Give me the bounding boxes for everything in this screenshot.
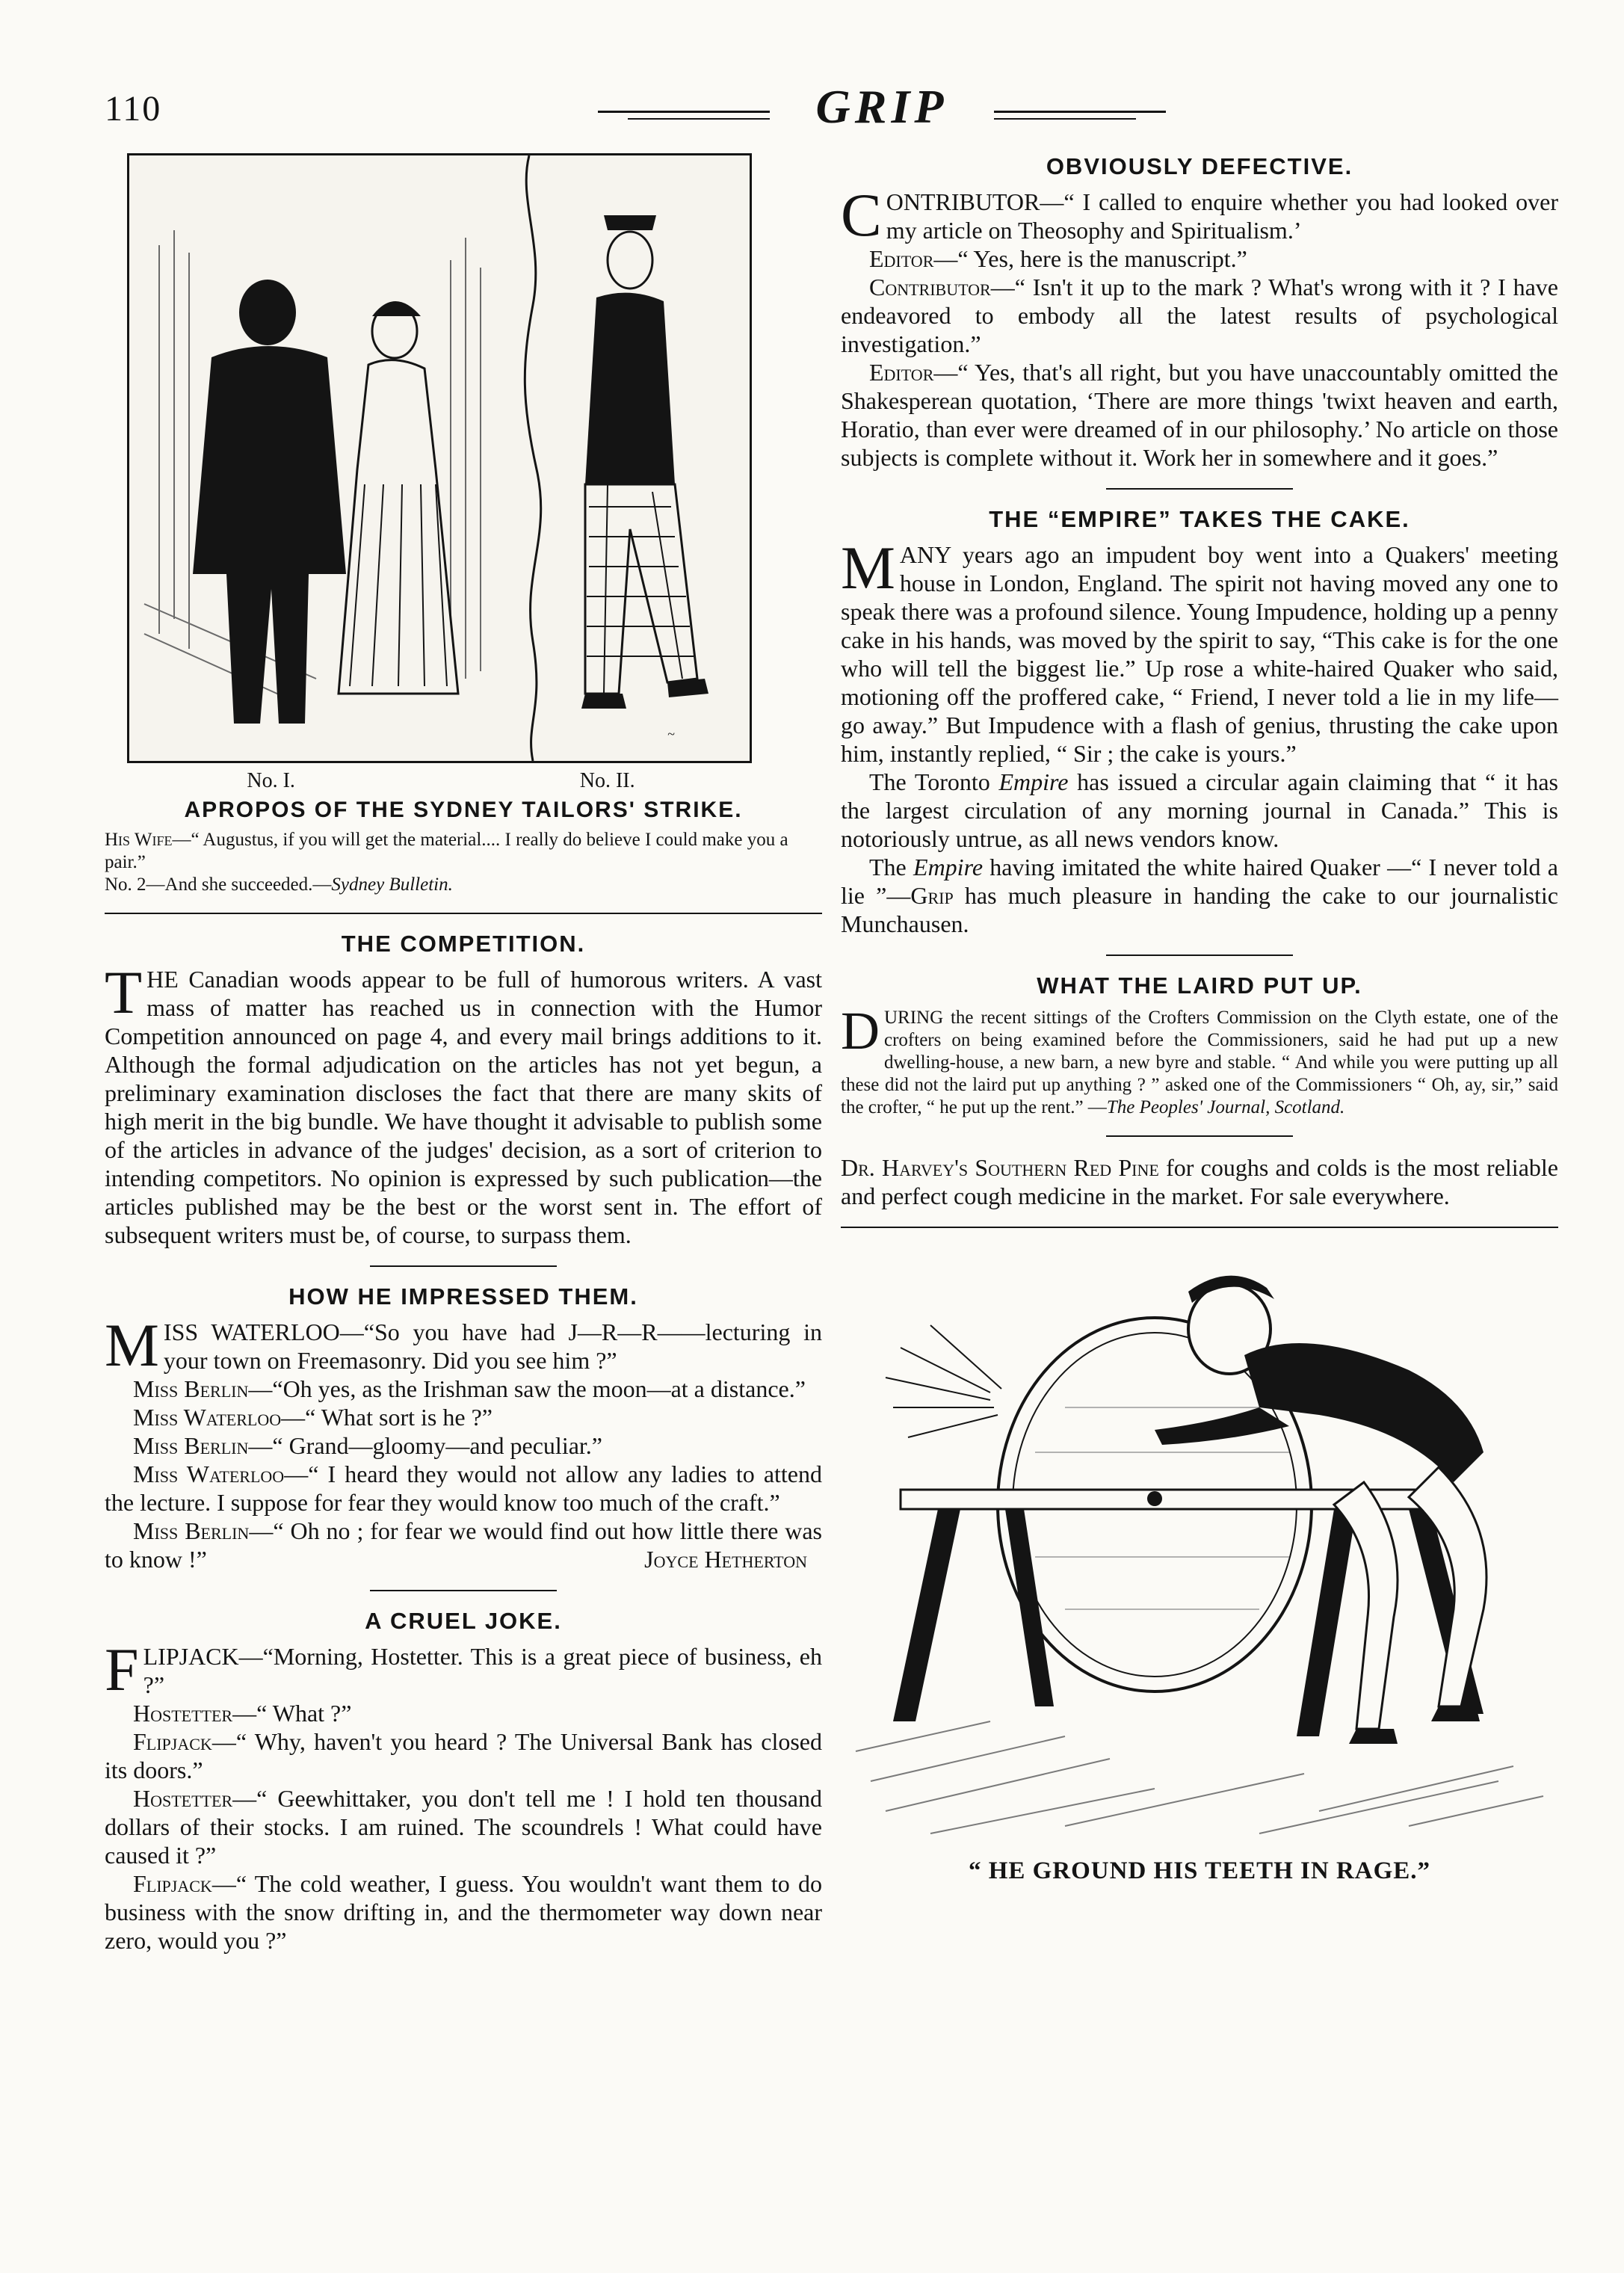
dialogue-text: —“ Grand—gloomy—and peculiar.” <box>248 1432 602 1459</box>
dialogue-speaker: Miss Berlin <box>133 1432 249 1459</box>
tailors-panel-labels <box>105 769 777 793</box>
cruel-joke-title: A CRUEL JOKE. <box>365 1608 562 1634</box>
section-divider <box>370 1265 557 1267</box>
dialogue-text: —“ Geewhittaker, you don't tell me ! I hold ten thousand dollars of their stocks. I am ruined. The scoundrels ! What could have caused it ?” <box>105 1785 822 1869</box>
panel2-label: No. II. <box>579 769 635 792</box>
dialogue-line <box>841 358 1558 472</box>
competition-body <box>105 958 822 1249</box>
dialogue-line <box>105 1375 822 1403</box>
dialogue-line <box>105 1517 822 1573</box>
impressed-first-text: ISS WATERLOO—“So you have had J—R—R——lecturing in your town on Freemasonry. Did you see him ?” <box>163 1319 822 1374</box>
dialogue-speaker: Flipjack <box>133 1728 212 1755</box>
svg-text:~: ~ <box>667 727 675 741</box>
dialogue-text: —“ What sort is he ?” <box>281 1404 493 1431</box>
grindstone-caption: “ HE GROUND HIS TEETH IN RAGE.” <box>968 1857 1431 1884</box>
masthead-rule-right <box>994 111 1166 113</box>
dialogue-line <box>105 1460 822 1517</box>
defective-dropcap: C <box>841 181 882 249</box>
masthead <box>598 82 1166 135</box>
panel1-label: No. I. <box>247 769 295 792</box>
dialogue-line <box>105 1699 822 1727</box>
tailors-speaker: His Wife <box>105 830 173 850</box>
defective-title: OBVIOUSLY DEFECTIVE. <box>1046 153 1353 179</box>
dialogue-speaker: Hostetter <box>133 1700 233 1727</box>
tailors-line2-source: Sydney Bulletin. <box>331 875 453 895</box>
section-divider <box>1106 954 1293 956</box>
article-competition <box>105 931 822 1249</box>
impressed-first-para <box>105 1311 822 1379</box>
tailors-line2-text: No. 2—And she succeeded.— <box>105 875 332 895</box>
dialogue-line <box>105 1403 822 1431</box>
empire-first-para <box>841 534 1558 768</box>
masthead-rule-right-thin <box>994 118 1136 120</box>
left-column <box>105 153 822 1955</box>
defective-first-para <box>841 181 1558 249</box>
dialogue-speaker: Contributor <box>869 274 991 300</box>
competition-dropcap: T <box>105 958 143 1026</box>
masthead-title: GRIP <box>815 80 948 133</box>
dialogue-line <box>105 1869 822 1955</box>
empire-para-3 <box>841 853 1558 938</box>
section-divider <box>1106 1135 1293 1137</box>
dialogue-speaker: Flipjack <box>133 1870 212 1897</box>
empire-p3-name: Empire <box>913 854 984 880</box>
dialogue-text: —“ Why, haven't you heard ? The Universal Bank has closed its doors.” <box>105 1728 822 1783</box>
laird-title: WHAT THE LAIRD PUT UP. <box>1037 972 1362 999</box>
empire-p3-b: having imitated the white haired Quaker —“ I never told a lie ”— <box>841 854 1559 909</box>
dialogue-text: —“ What ?” <box>232 1700 352 1727</box>
cruel-joke-first-para <box>105 1635 822 1703</box>
tailors-caption-line-1 <box>105 829 822 874</box>
dialogue-text: —“ Yes, that's all right, but you have unaccountably omitted the Shakesperean quotation, ‘There are more things 'twixt heaven and earth, Horatio, than ever were dreamed of in our philosophy.’ No article on those subjects is complete without it. Work her in somewhere and it goes.” <box>841 359 1558 471</box>
tailors-cartoon-drawing <box>129 155 750 761</box>
dialogue-speaker: Miss Berlin <box>133 1375 249 1402</box>
empire-title: THE “EMPIRE” TAKES THE CAKE. <box>989 506 1410 532</box>
empire-p3-grip: Grip <box>910 882 954 909</box>
laird-source: The Peoples' Journal, Scotland. <box>1106 1097 1345 1117</box>
laird-dropcap: D <box>841 1001 880 1061</box>
section-rule <box>105 913 822 914</box>
dialogue-speaker: Editor <box>869 245 934 272</box>
advert-lead: Dr. Harvey's Southern Red Pine <box>841 1154 1159 1181</box>
dialogue-text: —“ I heard they would not allow any ladies to attend the lecture. I suppose for fear they would know too much of the craft.” <box>105 1461 823 1516</box>
grindstone-cartoon <box>841 1258 1558 1848</box>
empire-p3-a: The <box>869 854 914 880</box>
empire-p2-a: The Toronto <box>869 768 999 795</box>
empire-p2-name: Empire <box>998 768 1069 795</box>
advert-harvey <box>841 1153 1558 1210</box>
tailors-caption-title: APROPOS OF THE SYDNEY TAILORS' STRIKE. <box>184 798 743 822</box>
dialogue-speaker: Editor <box>869 359 934 386</box>
empire-dropcap: M <box>841 534 895 602</box>
competition-title: THE COMPETITION. <box>341 931 586 957</box>
article-defective <box>841 153 1558 472</box>
article-empire <box>841 506 1558 938</box>
section-divider <box>370 1590 557 1591</box>
competition-text: HE Canadian woods appear to be full of humorous writers. A vast mass of matter has reached us in connection with the Humor Competition announced on page 4, and every mail brings additions to it. Although the formal adjudication on the articles has not yet begun, a preliminary examination discloses the fact that there are many skits of high merit in the big bundle. We have thought it advisable to publish some of the articles in advance of the judges' decision, as a sort of criterion to intending competitors. No opinion is expressed by such publication—the articles published may be the best or the worst sent in. The effort of subsequent writers must be, of course, to surpass them. <box>105 966 822 1248</box>
page-header <box>75 82 1569 135</box>
tailors-cartoon <box>127 153 752 763</box>
laird-text: URING the recent sittings of the Crofters Commission on the Clyth estate, one of the crofters on being examined before the Commissioners, said he had put up a new dwelling-house, a new barn, a new byre and stable. “ And while you were putting up all these did not the laird put up anything ? ” asked one of the Commissioners “ Oh, ay, sir,” said the crofter, “ he put up the rent.” — <box>841 1008 1558 1117</box>
impressed-dropcap: M <box>105 1311 159 1379</box>
dialogue-speaker: Miss Waterloo <box>133 1461 285 1487</box>
section-rule <box>841 1227 1558 1228</box>
impressed-title: HOW HE IMPRESSED THEM. <box>288 1283 638 1310</box>
grindstone-cartoon-drawing <box>841 1258 1558 1848</box>
section-divider <box>1106 488 1293 490</box>
defective-first-text: ONTRIBUTOR—“ I called to enquire whether you had looked over my article on Theosophy and Spiritualism.’ <box>886 188 1558 244</box>
article-laird <box>841 972 1558 1119</box>
dialogue-text: —“ Oh no ; for fear we would find out how little there was to know !” <box>105 1517 823 1573</box>
dialogue-line <box>841 273 1558 358</box>
tailors-line1-text: —“ Augustus, if you will get the material.... I really do believe I could make you a pair.” <box>105 830 788 872</box>
page-number: 110 <box>105 89 162 129</box>
laird-body <box>841 1001 1558 1119</box>
dialogue-text: —“ Isn't it up to the mark ? What's wrong with it ? I have endeavored to embody all the latest results of psychological investigation.” <box>841 274 1558 357</box>
dialogue-line <box>105 1784 822 1869</box>
empire-para-2 <box>841 768 1558 853</box>
dialogue-speaker: Miss Waterloo <box>133 1404 282 1431</box>
article-impressed <box>105 1283 822 1573</box>
empire-p3-c: has much pleasure in handing the cake to our journalistic Munchausen. <box>841 882 1558 937</box>
empire-p2-b: has issued a circular again claiming that “ it has the largest circulation of any morning journal in Canada.” This is notoriously untrue, as all news vendors know. <box>841 768 1559 852</box>
empire-first-text: ANY years ago an impudent boy went into a Quakers' meeting house in London, England. The spirit not having moved any one to speak there was a profound silence. Young Impudence, holding up a penny cake in his hands, was moved by the spirit to say, “This cake is for the one who will tell the biggest lie.” Up rose a white-haired Quaker who said, motioning off the proffered cake, “ Friend, I never told a lie in my life—go away.” But Impudence with a flash of genius, thrusting the cake upon him, instantly replied, “ Sir ; the cake is yours.” <box>841 541 1558 767</box>
dialogue-line <box>105 1727 822 1784</box>
tailors-caption-line-2 <box>105 874 822 896</box>
impressed-signature: Joyce Hetherton <box>644 1546 807 1573</box>
dialogue-text: —“ The cold weather, I guess. You wouldn't want them to do business with the snow drifting in, and the thermometer way down near zero, would you ?” <box>105 1870 822 1954</box>
article-cruel-joke <box>105 1608 822 1955</box>
advert-text: for coughs and colds is the most reliable and perfect cough medicine in the market. For sale everywhere. <box>841 1154 1558 1209</box>
cruel-joke-first-text: LIPJACK—“Morning, Hostetter. This is a great piece of business, eh ?” <box>143 1643 822 1698</box>
dialogue-line <box>841 244 1558 273</box>
dialogue-text: —“Oh yes, as the Irishman saw the moon—at a distance.” <box>248 1375 806 1402</box>
dialogue-speaker: Miss Berlin <box>133 1517 250 1544</box>
cruel-joke-dropcap: F <box>105 1635 139 1703</box>
right-column <box>841 153 1558 1885</box>
dialogue-text: —“ Yes, here is the manuscript.” <box>933 245 1247 272</box>
dialogue-speaker: Hostetter <box>133 1785 233 1812</box>
dialogue-line <box>105 1431 822 1460</box>
